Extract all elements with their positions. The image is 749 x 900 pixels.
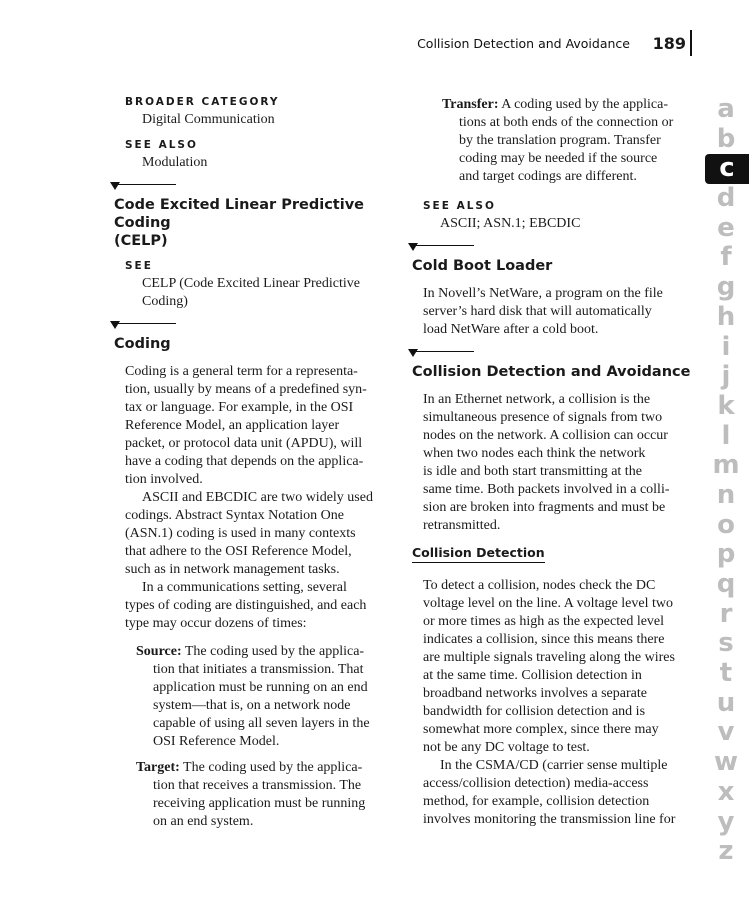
broader-category-label: BROADER CATEGORY: [125, 96, 280, 108]
thumb-letter-v: v: [717, 717, 735, 748]
definition-target: Target: The coding used by the applica- tion that receives a transmission. The receiving application must be running on an end system.: [136, 760, 366, 829]
header-rule: [690, 30, 692, 56]
right-column: [412, 96, 694, 829]
see-also-label: SEE ALSO: [125, 139, 198, 151]
thumb-letter-f: f: [720, 242, 732, 273]
thumb-letter-d: d: [716, 183, 736, 214]
thumb-letter-u: u: [716, 687, 736, 718]
entry-heading-celp: Code Excited Linear Predictive Coding (CELP): [114, 197, 364, 249]
paragraph: Coding is a general term for a representa- tion, usually by means of a predefined syn- tax or language. For example, in the OSI Reference Model, an application layer packet, or protocol data unit (APDU), will have a coding that depends on the applica- tion involved.: [125, 364, 367, 487]
paragraph: In the CSMA/CD (carrier sense multiple access/collision detection) media-access method, for example, collision detection involves monitoring the transmission line for: [423, 758, 676, 827]
broader-category-value: Digital Communication: [142, 112, 275, 127]
alphabet-thumb-index: [703, 95, 749, 867]
thumb-letter-k: k: [717, 390, 735, 421]
see-also-value: ASCII; ASN.1; EBCDIC: [440, 216, 581, 231]
entry-marker: [114, 184, 394, 192]
thumb-letter-z: z: [718, 836, 734, 867]
see-also-value: Modulation: [142, 155, 208, 170]
see-label: SEE: [125, 260, 153, 272]
paragraph: ASCII and EBCDIC are two widely used codings. Abstract Syntax Notation One (ASN.1) coding is used in many contexts that adhere to the OSI Reference Model, such as in network management tasks.: [125, 490, 373, 577]
entry-heading-collision-detection-avoidance: Collision Detection and Avoidance: [412, 364, 691, 380]
thumb-letter-b: b: [716, 123, 736, 154]
thumb-letter-q: q: [716, 569, 736, 599]
paragraph: In an Ethernet network, a collision is the simultaneous presence of signals from two nodes on the network. A collision can occur when two nodes each think the network is idle and both start transmitting at the same time. Both packets involved in a colli- sion are broken into fragments and must be retransmitted.: [423, 392, 670, 533]
thumb-letter-w: w: [713, 747, 739, 778]
entry-heading-cold-boot-loader: Cold Boot Loader: [412, 258, 553, 274]
thumb-letter-n: n: [716, 479, 736, 510]
thumb-letter-r: r: [719, 598, 733, 629]
thumb-letter-c: c: [705, 154, 749, 184]
thumb-letter-j: j: [721, 361, 731, 392]
thumb-letter-g: g: [716, 272, 736, 303]
coding-body: [125, 363, 394, 831]
page-number: 189: [652, 34, 686, 53]
see-also-label: SEE ALSO: [423, 200, 496, 212]
thumb-letter-s: s: [718, 628, 734, 659]
entry-marker: [412, 351, 694, 359]
entry-marker: [114, 323, 394, 331]
thumb-letter-x: x: [717, 776, 735, 807]
subheading-collision-detection: Collision Detection: [412, 545, 545, 563]
thumb-letter-p: p: [716, 539, 736, 570]
thumb-letter-t: t: [719, 658, 733, 689]
entry-heading-coding: Coding: [114, 336, 171, 352]
collision-detection-body: [423, 577, 694, 829]
thumb-letter-h: h: [716, 301, 736, 332]
paragraph: In a communications setting, several types of coding are distinguished, and each type may occur dozens of times:: [125, 580, 367, 631]
thumb-letter-l: l: [721, 420, 731, 451]
thumb-letter-m: m: [712, 450, 740, 481]
left-column: [114, 96, 394, 839]
thumb-letter-i: i: [721, 331, 731, 362]
definition-transfer: Transfer: A coding used by the applica- tions at both ends of the connection or by the translation program. Transfer coding may be needed if the source and target codings are different.: [442, 97, 674, 184]
definition-source: Source: The coding used by the applica- tion that initiates a transmission. That application must be running on an end system—that is, on a network node capable of using all seven layers in the OSI Reference Model.: [136, 644, 370, 749]
see-value: CELP (Code Excited Linear Predictive Coding): [142, 276, 360, 309]
thumb-letter-o: o: [717, 509, 735, 540]
running-head: Collision Detection and Avoidance: [417, 36, 630, 51]
page-header: [400, 36, 692, 56]
thumb-letter-y: y: [717, 806, 735, 837]
paragraph: In Novell’s NetWare, a program on the file server’s hard disk that will automatically load NetWare after a cold boot.: [423, 286, 663, 337]
entry-marker: [412, 245, 694, 253]
paragraph: To detect a collision, nodes check the DC voltage level on the line. A voltage level two or more times as high as the expected level indicates a collision, since this means there are multiple signals traveling along the wires at the same time. Collision detection in broadband networks involves a separate bandwidth for collision detection and is somewhat more complex, since there may not be any DC voltage to test.: [423, 578, 675, 755]
thumb-letter-a: a: [717, 94, 735, 124]
thumb-letter-e: e: [717, 212, 735, 243]
